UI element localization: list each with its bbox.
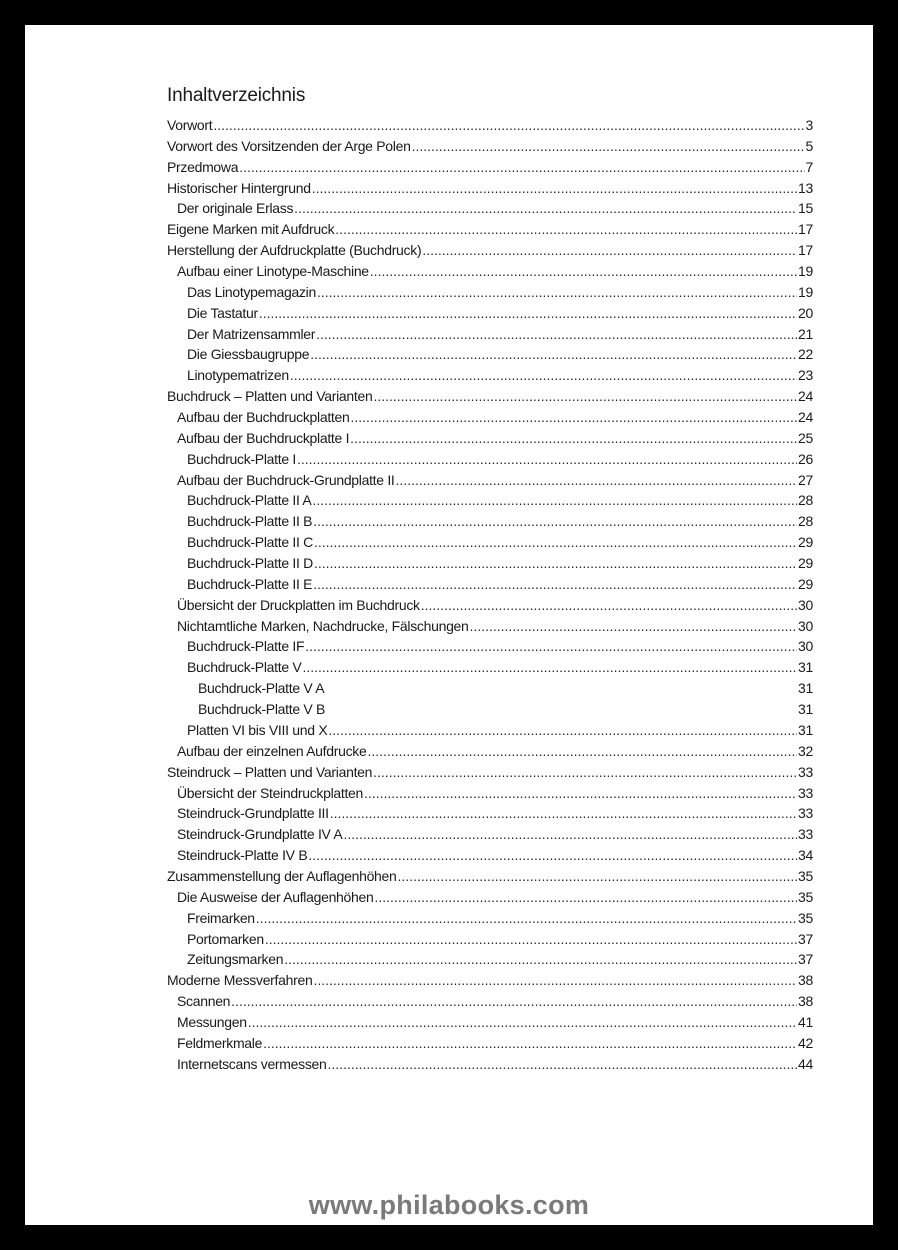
toc-entry-page-number: 20 bbox=[798, 304, 813, 321]
toc-entry-label: Moderne Messverfahren bbox=[167, 972, 313, 989]
dot-leader bbox=[422, 242, 797, 258]
toc-entry-label: Die Ausweise der Auflagenhöhen bbox=[177, 888, 374, 905]
dot-leader bbox=[314, 555, 797, 571]
toc-entry-page-number: 31 bbox=[798, 721, 813, 738]
toc-entry[interactable] bbox=[167, 159, 813, 180]
toc-entry-label: Buchdruck-Platte V B bbox=[198, 701, 326, 718]
toc-entry-label: Buchdruck-Platte II D bbox=[187, 555, 313, 572]
toc-entry-label: Buchdruck-Platte V bbox=[187, 659, 302, 676]
toc-entry[interactable] bbox=[167, 785, 813, 806]
toc-entry[interactable] bbox=[167, 764, 813, 785]
toc-entry-page-number: 33 bbox=[798, 784, 813, 801]
toc-entry-page-number: 35 bbox=[798, 867, 813, 884]
toc-entry[interactable] bbox=[167, 1056, 813, 1077]
toc-entry-label: Przedmowa bbox=[167, 158, 239, 175]
toc-entry-label: Aufbau der Buchdruckplatten bbox=[177, 409, 350, 426]
toc-entry[interactable] bbox=[167, 951, 813, 972]
toc-title: Inhaltverzeichnis bbox=[167, 85, 306, 106]
toc-entry[interactable] bbox=[167, 743, 813, 764]
dot-leader bbox=[367, 743, 797, 759]
toc-entry-page-number: 29 bbox=[798, 575, 813, 592]
toc-entry-page-number: 29 bbox=[798, 555, 813, 572]
toc-entry-label: Buchdruck-Platte II C bbox=[187, 534, 313, 551]
dot-leader bbox=[259, 305, 797, 321]
toc-entry-page-number: 35 bbox=[798, 909, 813, 926]
toc-entry[interactable] bbox=[167, 680, 813, 701]
dot-leader bbox=[313, 972, 797, 988]
dot-leader bbox=[310, 346, 797, 362]
toc-entry[interactable] bbox=[167, 117, 813, 138]
toc-entry-label: Steindruck-Platte IV B bbox=[177, 847, 308, 864]
toc-entry-page-number: 37 bbox=[798, 951, 813, 968]
toc-entry-page-number: 26 bbox=[798, 450, 813, 467]
dot-leader bbox=[305, 638, 797, 654]
toc-entry-page-number: 30 bbox=[798, 617, 813, 634]
toc-entry-label: Buchdruck-Platte V A bbox=[198, 680, 325, 697]
dot-leader bbox=[302, 659, 797, 675]
dot-leader bbox=[313, 513, 797, 529]
toc-entry-label: Buchdruck-Platte I bbox=[187, 450, 296, 467]
dot-leader bbox=[398, 868, 797, 884]
dot-leader bbox=[213, 117, 804, 133]
toc-entry-label: Übersicht der Druckplatten im Buchdruck bbox=[177, 596, 420, 613]
toc-entry[interactable] bbox=[167, 826, 813, 847]
toc-entry-page-number: 24 bbox=[798, 409, 813, 426]
toc-entry[interactable] bbox=[167, 701, 813, 722]
toc-entry-label: Die Giessbaugruppe bbox=[187, 346, 310, 363]
toc-entry-page-number: 35 bbox=[798, 888, 813, 905]
dot-leader bbox=[317, 284, 797, 300]
dot-leader bbox=[412, 138, 805, 154]
toc-entry[interactable] bbox=[167, 284, 813, 305]
toc-entry-page-number: 31 bbox=[798, 701, 813, 718]
toc-entry[interactable] bbox=[167, 200, 813, 221]
toc-entry-label: Die Tastatur bbox=[187, 304, 258, 321]
toc-entry[interactable] bbox=[167, 221, 813, 242]
toc-entry[interactable] bbox=[167, 847, 813, 868]
toc-entry[interactable] bbox=[167, 1035, 813, 1056]
toc-entry-page-number: 33 bbox=[798, 805, 813, 822]
dot-leader bbox=[308, 847, 797, 863]
toc-entry-page-number: 37 bbox=[798, 930, 813, 947]
toc-entry-page-number: 22 bbox=[798, 346, 813, 363]
toc-entry[interactable] bbox=[167, 513, 813, 534]
toc-entry-label: Steindruck-Grundplatte III bbox=[177, 805, 329, 822]
toc-entry[interactable] bbox=[167, 138, 813, 159]
dot-leader bbox=[265, 931, 797, 947]
toc-entry-page-number: 31 bbox=[798, 680, 813, 697]
toc-entry[interactable] bbox=[167, 326, 813, 347]
dot-leader bbox=[373, 388, 797, 404]
toc-entry-label: Aufbau der Buchdruck-Grundplatte II bbox=[177, 471, 395, 488]
toc-entry-page-number: 33 bbox=[798, 763, 813, 780]
dot-leader bbox=[330, 805, 797, 821]
dot-leader bbox=[231, 993, 797, 1009]
toc-entry-page-number: 38 bbox=[798, 972, 813, 989]
toc-entry-page-number: 33 bbox=[798, 826, 813, 843]
toc-entry-page-number: 42 bbox=[798, 1034, 813, 1051]
toc-entry-label: Internetscans vermessen bbox=[177, 1055, 327, 1072]
dot-leader bbox=[290, 367, 797, 383]
toc-entry[interactable] bbox=[167, 346, 813, 367]
dot-leader bbox=[312, 180, 797, 196]
toc-entry[interactable] bbox=[167, 868, 813, 889]
table-of-contents bbox=[167, 117, 813, 1077]
dot-leader bbox=[248, 1014, 797, 1030]
toc-entry[interactable] bbox=[167, 367, 813, 388]
toc-entry[interactable] bbox=[167, 451, 813, 472]
toc-entry[interactable] bbox=[167, 910, 813, 931]
toc-entry-page-number: 31 bbox=[798, 659, 813, 676]
toc-entry[interactable] bbox=[167, 931, 813, 952]
toc-entry-page-number: 5 bbox=[805, 137, 813, 154]
toc-entry-label: Messungen bbox=[177, 1013, 247, 1030]
dot-leader bbox=[421, 597, 797, 613]
toc-entry-label: Der originale Erlass bbox=[177, 200, 294, 217]
toc-entry-page-number: 17 bbox=[798, 221, 813, 238]
toc-entry-label: Linotypematrizen bbox=[187, 367, 289, 384]
toc-entry-page-number: 34 bbox=[798, 847, 813, 864]
dot-leader bbox=[343, 826, 797, 842]
toc-entry[interactable] bbox=[167, 472, 813, 493]
toc-entry[interactable] bbox=[167, 430, 813, 451]
toc-entry-label: Steindruck-Grundplatte IV A bbox=[177, 826, 343, 843]
toc-entry-label: Buchdruck-Platte II A bbox=[187, 492, 312, 509]
dot-leader bbox=[314, 534, 797, 550]
toc-entry-label: Das Linotypemagazin bbox=[187, 283, 316, 300]
toc-entry-label: Vorwort des Vorsitzenden der Arge Polen bbox=[167, 137, 411, 154]
toc-entry[interactable] bbox=[167, 659, 813, 680]
toc-entry-label: Steindruck – Platten und Varianten bbox=[167, 763, 373, 780]
toc-entry-label: Eigene Marken mit Aufdruck bbox=[167, 221, 335, 238]
toc-entry-page-number: 19 bbox=[798, 263, 813, 280]
toc-entry-page-number: 29 bbox=[798, 534, 813, 551]
toc-entry-label: Der Matrizensammler bbox=[187, 325, 316, 342]
toc-entry-label: Historischer Hintergrund bbox=[167, 179, 311, 196]
toc-entry[interactable] bbox=[167, 534, 813, 555]
toc-entry-label: Aufbau der Buchdruckplatte I bbox=[177, 429, 350, 446]
toc-entry[interactable] bbox=[167, 618, 813, 639]
toc-entry-label: Freimarken bbox=[187, 909, 255, 926]
toc-entry-page-number: 41 bbox=[798, 1013, 813, 1030]
toc-entry-page-number: 28 bbox=[798, 492, 813, 509]
toc-entry-label: Aufbau einer Linotype-Maschine bbox=[177, 263, 369, 280]
dot-leader bbox=[312, 492, 797, 508]
toc-entry-label: Scannen bbox=[177, 993, 231, 1010]
toc-entry[interactable] bbox=[167, 305, 813, 326]
dot-leader bbox=[364, 785, 797, 801]
toc-entry-label: Buchdruck-Platte II B bbox=[187, 513, 313, 530]
toc-entry[interactable] bbox=[167, 263, 813, 284]
dot-leader bbox=[470, 618, 797, 634]
dot-leader bbox=[373, 764, 797, 780]
toc-entry[interactable] bbox=[167, 597, 813, 618]
toc-entry-page-number: 3 bbox=[805, 117, 813, 133]
dot-leader bbox=[284, 951, 797, 967]
dot-leader bbox=[263, 1035, 797, 1051]
toc-entry-page-number: 25 bbox=[798, 429, 813, 446]
toc-entry-page-number: 44 bbox=[798, 1055, 813, 1072]
dot-leader bbox=[316, 326, 797, 342]
toc-entry-page-number: 19 bbox=[798, 283, 813, 300]
toc-entry-label: Zeitungsmarken bbox=[187, 951, 284, 968]
toc-entry-page-number: 13 bbox=[798, 179, 813, 196]
dot-leader bbox=[350, 409, 797, 425]
toc-entry-page-number: 24 bbox=[798, 388, 813, 405]
toc-entry-label: Übersicht der Steindruckplatten bbox=[177, 784, 364, 801]
toc-entry-page-number: 21 bbox=[798, 325, 813, 342]
dot-leader bbox=[328, 722, 797, 738]
toc-entry[interactable] bbox=[167, 1014, 813, 1035]
toc-entry[interactable] bbox=[167, 805, 813, 826]
dot-leader bbox=[374, 889, 797, 905]
toc-entry[interactable] bbox=[167, 722, 813, 743]
toc-entry-label: Portomarken bbox=[187, 930, 264, 947]
toc-entry-page-number: 15 bbox=[798, 200, 813, 217]
toc-entry-page-number: 30 bbox=[798, 638, 813, 655]
toc-entry[interactable] bbox=[167, 576, 813, 597]
toc-entry-label: Buchdruck-Platte II E bbox=[187, 575, 313, 592]
footer-website-url: www.philabooks.com bbox=[308, 1190, 590, 1220]
toc-entry-label: Aufbau der einzelnen Aufdrucke bbox=[177, 742, 367, 759]
dot-leader bbox=[328, 1056, 798, 1072]
toc-entry-page-number: 38 bbox=[798, 993, 813, 1010]
toc-entry-label: Platten VI bis VIII und X bbox=[187, 721, 328, 738]
dot-leader bbox=[335, 221, 797, 237]
toc-entry[interactable] bbox=[167, 388, 813, 409]
dot-leader bbox=[370, 263, 797, 279]
toc-entry-label: Nichtamtliche Marken, Nachdrucke, Fälschungen bbox=[177, 617, 469, 634]
toc-entry-label: Zusammenstellung der Auflagenhöhen bbox=[167, 867, 397, 884]
dot-leader bbox=[239, 159, 804, 175]
toc-entry-label: Buchdruck-Platte IF bbox=[187, 638, 305, 655]
toc-entry-page-number: 17 bbox=[798, 242, 813, 259]
dot-leader bbox=[297, 451, 797, 467]
toc-entry-page-number: 27 bbox=[798, 471, 813, 488]
toc-entry-label: Buchdruck – Platten und Varianten bbox=[167, 388, 373, 405]
toc-entry[interactable] bbox=[167, 242, 813, 263]
dot-leader bbox=[294, 200, 797, 216]
toc-entry[interactable] bbox=[167, 889, 813, 910]
toc-entry[interactable] bbox=[167, 180, 813, 201]
toc-entry[interactable] bbox=[167, 638, 813, 659]
toc-entry-label: Vorwort bbox=[167, 117, 213, 133]
toc-entry-page-number: 28 bbox=[798, 513, 813, 530]
dot-leader bbox=[256, 910, 797, 926]
toc-entry-page-number: 7 bbox=[805, 158, 813, 175]
toc-entry[interactable] bbox=[167, 492, 813, 513]
toc-entry-page-number: 32 bbox=[798, 742, 813, 759]
toc-entry[interactable] bbox=[167, 555, 813, 576]
toc-entry-label: Feldmerkmale bbox=[177, 1034, 263, 1051]
dot-leader bbox=[313, 576, 797, 592]
toc-entry[interactable] bbox=[167, 993, 813, 1014]
toc-entry-page-number: 30 bbox=[798, 596, 813, 613]
toc-entry[interactable] bbox=[167, 409, 813, 430]
toc-entry-label: Herstellung der Aufdruckplatte (Buchdruck) bbox=[167, 242, 422, 259]
toc-entry-page-number: 23 bbox=[798, 367, 813, 384]
dot-leader bbox=[396, 472, 797, 488]
document-page bbox=[25, 25, 873, 1225]
toc-entry[interactable] bbox=[167, 972, 813, 993]
dot-leader bbox=[350, 430, 797, 446]
